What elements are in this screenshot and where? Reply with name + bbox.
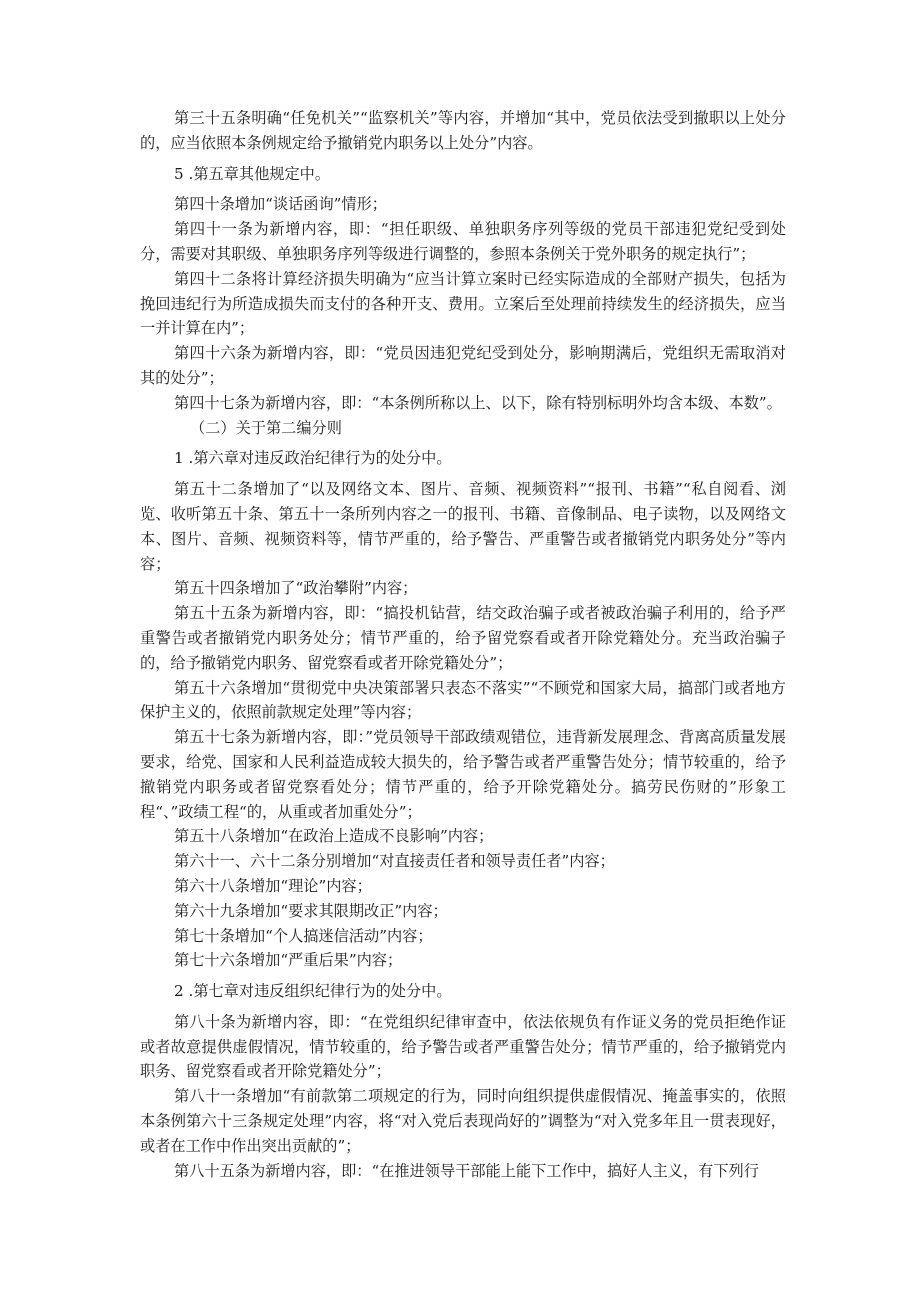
paragraph: 第五十五条为新增内容，即：“搞投机钻营，结交政治骗子或者被政治骗子利用的，给予严重警告或者撤销党内职务处分；情节严重的，给予留党察看或者开除党籍处分。充当政治骗子的，给予撤销党内职务、留党察看或者开除党籍处分”； — [140, 604, 786, 672]
paragraph: 第六十八条增加“理论”内容； — [174, 876, 372, 895]
paragraph: 第八十条为新增内容，即：“在党组织纪律审查中，依法依规负有作证义务的党员拒绝作证或者故意提供虚假情况，情节较重的，给予警告或者严重警告处分；情节严重的，给予撤销党内职务、留党察看或者开除党籍处分”； — [140, 1012, 786, 1081]
paragraph: 第六十九条增加“要求其限期改正”内容； — [174, 901, 448, 920]
paragraph: 第四十一条为新增内容，即：“担任职级、单独职务序列等级的党员干部违犯党纪受到处分，需要对其职级、单独职务序列等级进行调整的，参照本条例关于党外职务的规定执行”； — [140, 220, 786, 263]
paragraph: 第五十四条增加了“政治攀附”内容； — [174, 579, 418, 598]
numbered-heading: 1 .第六章对违反政治纪律行为的处分中。 — [174, 449, 452, 468]
paragraph: 第三十五条明确“任免机关”“监察机关”等内容，并增加“其中，党员依法受到撤职以上处分的，应当依照本条例规定给予撤销党内职务以上处分”内容。 — [140, 109, 786, 152]
section-heading: （二）关于第二编分则 — [190, 418, 342, 437]
paragraph: 第八十一条增加“有前款第二项规定的行为，同时向组织提供虚假情况、掩盖事实的，依照本条例第六十三条规定处理”内容，将“对入党后表现尚好的”调整为“对入党多年且一贯表现好，或者在工作中作出突出贡献的”； — [140, 1087, 786, 1155]
paragraph: 第八十五条为新增内容，即：“在推进领导干部能上能下工作中，搞好人主义，有下列行 — [174, 1161, 759, 1180]
paragraph: 第四十条增加“谈话函询”情形； — [174, 195, 387, 214]
paragraph: 第七十条增加“个人搞迷信活动”内容； — [174, 926, 433, 945]
document-body — [140, 106, 786, 1183]
numbered-heading: 2 .第七章对违反组织纪律行为的处分中。 — [174, 982, 452, 1001]
paragraph: 第五十二条增加了“以及网络文本、图片、音频、视频资料”“报刊、书籍”“私自阅看、浏览、收听第五十条、第五十一条所列内容之一的报刊、书籍、音像制品、电子读物，以及网络文本、图片、音频、视频资料等，情节严重的，给予警告、严重警告或者撤销党内职务处分”等内容； — [140, 480, 786, 573]
paragraph: 第五十七条为新增内容，即：”党员领导干部政绩观错位，违背新发展理念、背离高质量发展要求，给党、国家和人民利益造成较大损失的，给予警告或者严重警告处分；情节较重的，给予撤销党内职务或者留党察看处分；情节严重的，给予开除党籍处分。搞劳民伤财的”形象工程“、”政绩工程“的，从重或者加重处分”； — [140, 728, 786, 821]
paragraph: 第六十一、六十二条分别增加“对直接责任者和领导责任者”内容； — [174, 852, 615, 871]
paragraph: 第五十六条增加“贯彻党中央决策部署只表态不落实”“不顾党和国家大局，搞部门或者地方保护主义的，依照前款规定处理”等内容； — [140, 678, 786, 722]
paragraph: 第五十八条增加“在政治上造成不良影响”内容； — [174, 827, 494, 846]
numbered-heading: 5 .第五章其他规定中。 — [174, 164, 331, 183]
paragraph: 第七十六条增加“严重后果”内容； — [174, 951, 403, 970]
paragraph: 第四十七条为新增内容，即：“本条例所称以上、以下，除有特别标明外均含本级、本数”。 — [174, 393, 782, 412]
paragraph: 第四十六条为新增内容，即：“党员因违犯党纪受到处分，影响期满后，党组织无需取消对其的处分”； — [140, 344, 786, 387]
paragraph: 第四十二条将计算经济损失明确为“应当计算立案时已经实际造成的全部财产损失，包括为挽回违纪行为所造成损失而支付的各种开支、费用。立案后至处理前持续发生的经济损失，应当一并计算在内”； — [140, 269, 786, 338]
